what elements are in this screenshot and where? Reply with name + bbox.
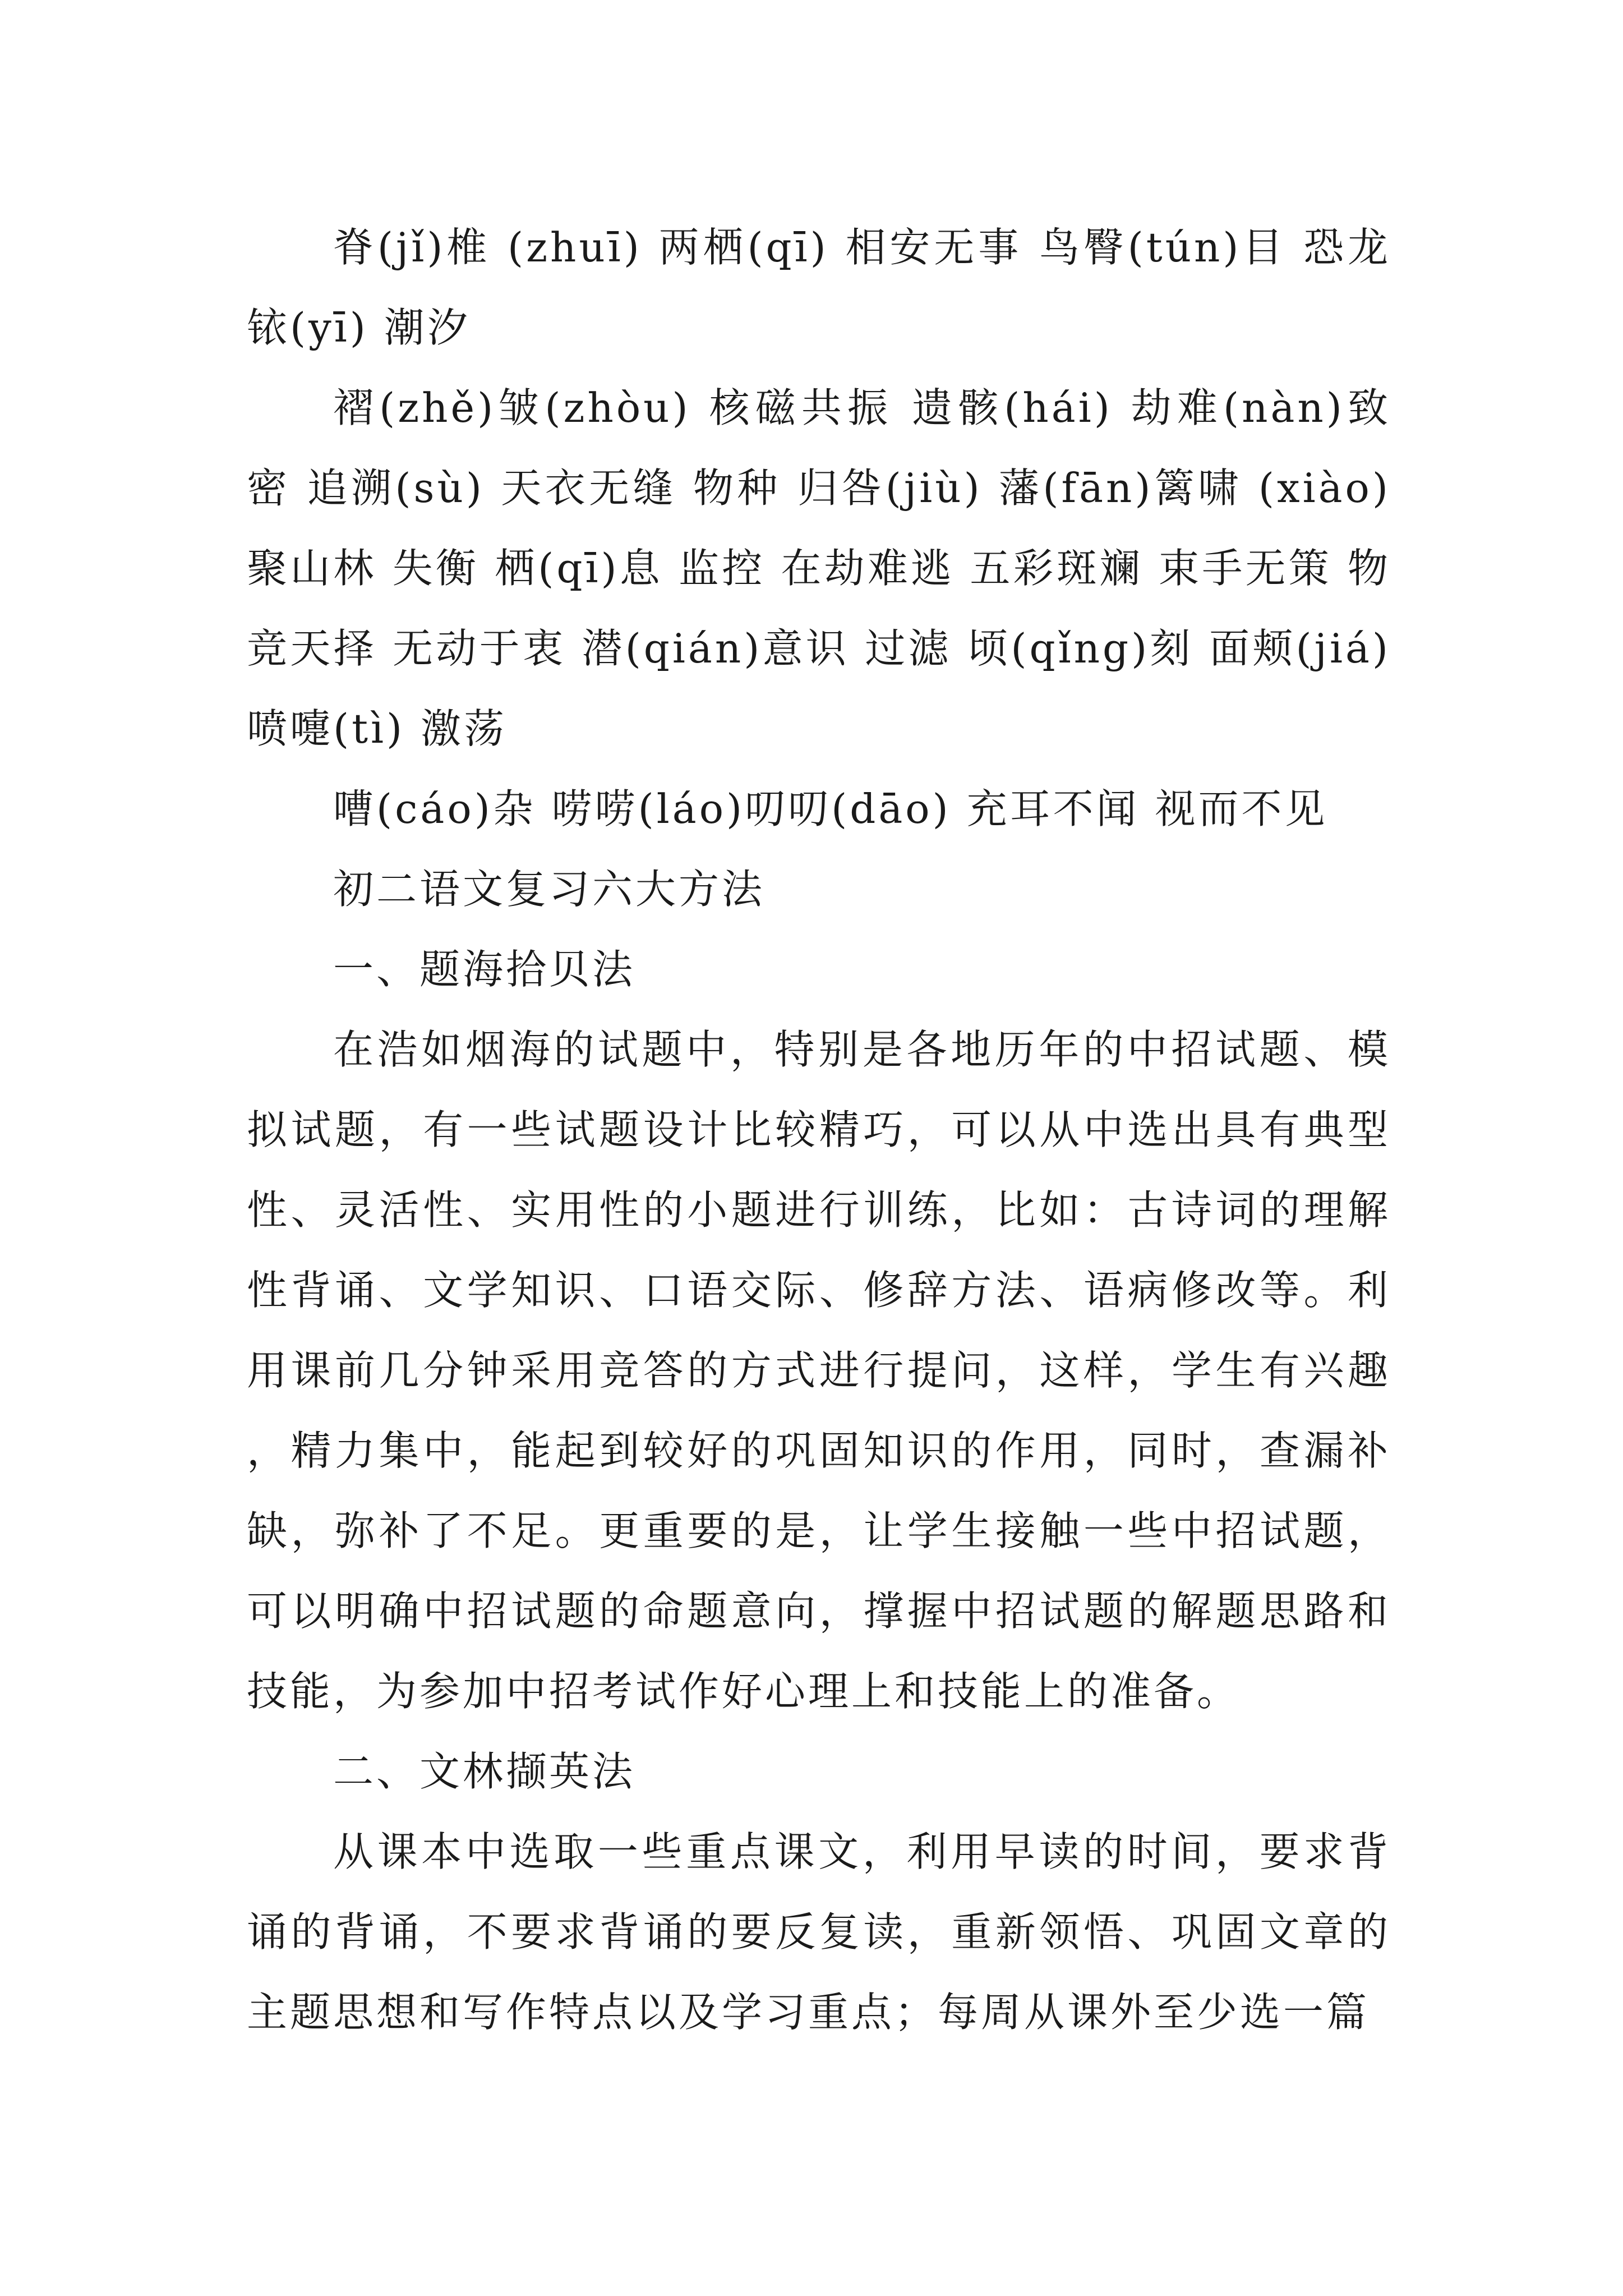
method-heading-1: 一、题海拾贝法 <box>333 946 636 993</box>
method-body-1: 在浩如烟海的试题中，特别是各地历年的中招试题、模拟试题，有一些试题设计比较精巧，可以从中选出具有典型性、灵活性、实用性的小题进行训练，比如：古诗词的理解性背诵、文学知识、口语交际、修辞方法、语病修改等。利用课前几分钟采用竞答的方式进行提问，这样，学生有兴趣，精力集中，能起到较好的巩固知识的作用，同时，查漏补缺，弥补了不足。更重要的是，让学生接触一些中招试题，可以明确中招试题的命题意向，撑握中招试题的解题思路和技能，为参加中招考试作好心理上和技能上的准备。 <box>247 1026 1391 1715</box>
section-title: 初二语文复习六大方法 <box>333 866 766 913</box>
vocab-paragraph-2: 褶(zhě)皱(zhòu) 核磁共振 遗骸(hái) 劫难(nàn)致密 追溯(sù) 天衣无缝 物种 归咎(jiù) 藩(fān)篱啸 (xiào)聚山林 失衡 栖(qī)息 监控 在劫难逃 五彩斑斓 束手无策 物竞天择 无动于衷 潜(qián)意识 过滤 顷(qǐng)刻 面颊(jiá) 喷嚏(tì) 激荡 <box>247 384 1391 752</box>
vocab-paragraph-1: 脊(jǐ)椎 (zhuī) 两栖(qī) 相安无事 鸟臀(tún)目 恐龙 铱(yī) 潮汐 <box>247 224 1391 351</box>
vocab-paragraph-3: 嘈(cáo)杂 唠唠(láo)叨叨(dāo) 充耳不闻 视而不见 <box>333 785 1328 832</box>
document-body <box>247 208 1391 2053</box>
method-heading-2: 二、文林撷英法 <box>333 1748 636 1795</box>
method-body-2: 从课本中选取一些重点课文，利用早读的时间，要求背诵的背诵，不要求背诵的要反复读，重新领悟、巩固文章的主题思想和写作特点以及学习重点；每周从课外至少选一篇 <box>247 1828 1391 2036</box>
